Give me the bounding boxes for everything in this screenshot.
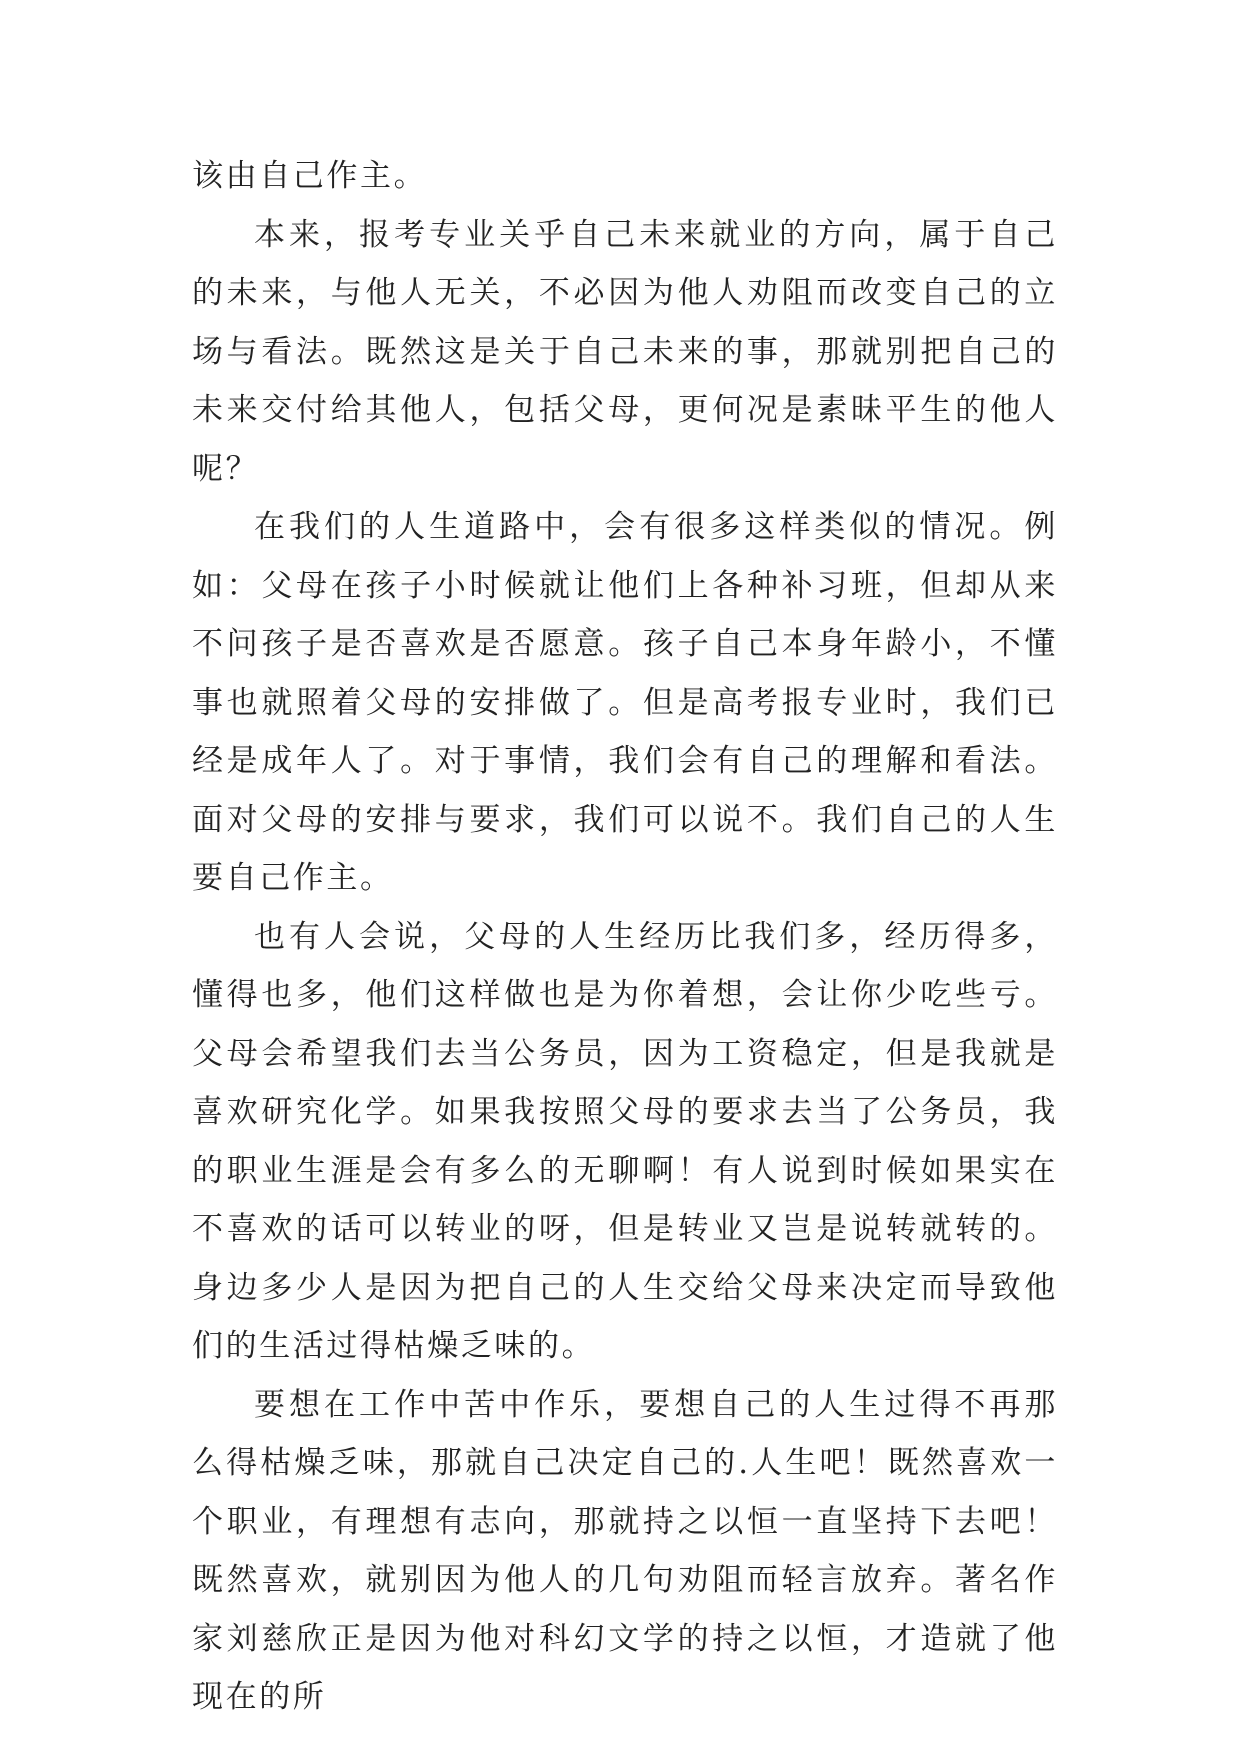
paragraph-continuation: 该由自己作主。 [192,158,428,194]
body-text [192,147,1058,1727]
paragraph-parents-experience: 也有人会说，父母的人生经历比我们多，经历得多，懂得也多，他们这样做也是为你着想，会让你少吃些亏。父母会希望我们去当公务员，因为工资稳定，但是我就是喜欢研究化学。如果我按照父母的要求去当了公务员，我的职业生涯是会有多么的无聊啊！有人说到时候如果实在不喜欢的话可以转业的呀，但是转业又岂是说转就转的。身边多少人是因为把自己的人生交给父母来决定而导致他们的生活过得枯燥乏味的。 [192,918,1058,1364]
paragraph-decide-yourself: 要想在工作中苦中作乐，要想自己的人生过得不再那么得枯燥乏味，那就自己决定自己的.人生吧！既然喜欢一个职业，有理想有志向，那就持之以恒一直坚持下去吧！既然喜欢，就别因为他人的几句劝阻而轻言放弃。著名作家刘慈欣正是因为他对科幻文学的持之以恒，才造就了他现在的所 [192,1386,1058,1715]
paragraph-life-examples: 在我们的人生道路中，会有很多这样类似的情况。例如：父母在孩子小时候就让他们上各种补习班，但却从来不问孩子是否喜欢是否愿意。孩子自己本身年龄小，不懂事也就照着父母的安排做了。但是高考报专业时，我们已经是成年人了。对于事情，我们会有自己的理解和看法。面对父母的安排与要求，我们可以说不。我们自己的人生要自己作主。 [192,509,1058,896]
paragraph-major-choice: 本来，报考专业关乎自己未来就业的方向，属于自己的未来，与他人无关，不必因为他人劝阻而改变自己的立场与看法。既然这是关于自己未来的事，那就别把自己的未来交付给其他人，包括父母，更何况是素昧平生的他人呢？ [192,216,1058,487]
